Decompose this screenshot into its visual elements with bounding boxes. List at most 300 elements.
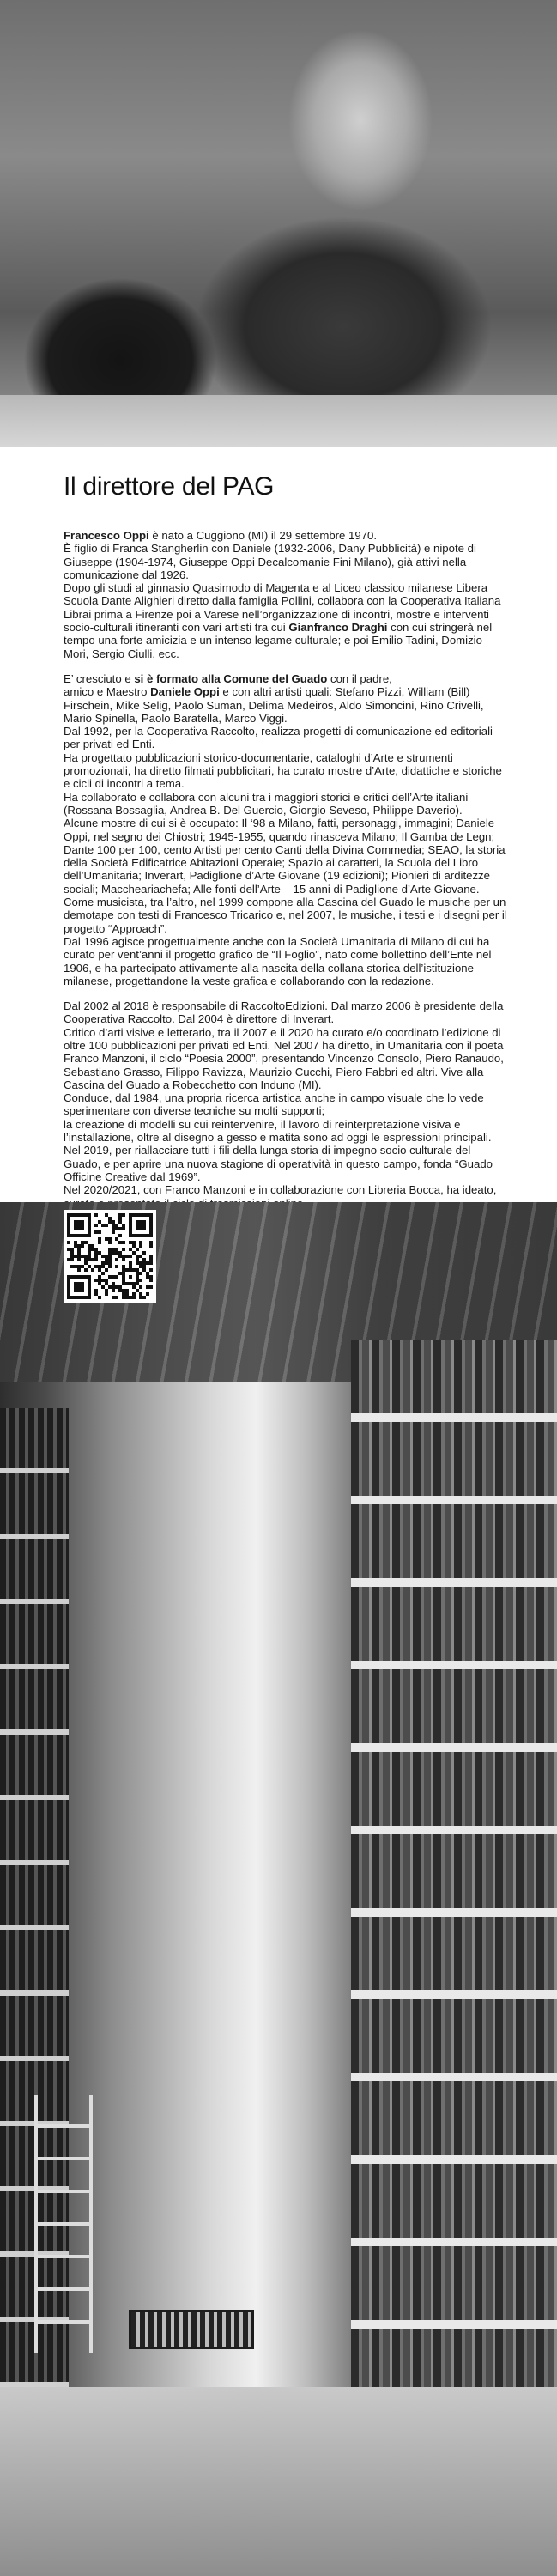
qr-module <box>67 1227 70 1230</box>
floor <box>0 2387 557 2576</box>
qr-module <box>139 1220 142 1224</box>
qr-module <box>88 1220 91 1224</box>
qr-module <box>122 1265 125 1268</box>
qr-module <box>139 1296 142 1299</box>
qr-module <box>149 1230 153 1234</box>
qr-module <box>88 1285 91 1289</box>
qr-module <box>77 1265 81 1268</box>
qr-module <box>139 1292 142 1296</box>
qr-module <box>122 1255 125 1258</box>
qr-module <box>139 1241 142 1244</box>
qr-module <box>129 1261 132 1265</box>
qr-module <box>81 1241 84 1244</box>
library-photo <box>0 1202 557 2576</box>
qr-module <box>98 1282 101 1285</box>
qr-module <box>105 1224 108 1227</box>
qr-module <box>149 1258 153 1261</box>
qr-module <box>118 1217 122 1220</box>
qr-module <box>67 1230 70 1234</box>
qr-module <box>112 1282 115 1285</box>
desk-surface <box>0 395 557 447</box>
qr-module <box>77 1227 81 1230</box>
qr-module <box>115 1296 118 1299</box>
qr-module <box>74 1296 77 1299</box>
qr-module <box>84 1213 88 1217</box>
qr-module <box>129 1268 132 1272</box>
qr-module <box>67 1213 70 1217</box>
qr-module <box>118 1285 122 1289</box>
qr-module <box>74 1275 77 1279</box>
text-run: Dal 2002 al 2018 è responsabile di RaccoltoEdizioni. Dal marzo 2006 è presidente della Cooperativa Raccolto. Dal 2004 è direttore di Inverart. Critico d’arti visive e letterario, tra il 2007 e il 2020 ha curato e/o coordinato l’edizione di oltre 100 pubblicazioni per privati ed Enti. Nel 2007 ha diretto, in Umanitaria con il poeta Franco Manzoni, il ciclo “Poesia 2000”, presentando Vincenzo Consolo, Piero Ranaudo, Sebastiano Grasso, Filippo Ravizza, Maurizio Cucchi, Piero Fabbri ed altri. Vive alla Cascina del Guado a Robecchetto con Induno (MI). Conduce, dal 1984, una propria ricerca artistica anche in campo visuale che lo vede sperimentare con diverse tecniche su molti supporti; la creazione di modelli su cui reintervenire, il lavoro di reinterpretazione visiva e l’installazione, oltre al disegno a gesso e matita sono ad oggi le espressioni principali. Nel 2019, per riallacciare tutti i fili della lunga storia di impegno socio culturale del Guado, e per aprire una nuova stagione di operatività in questo campo, fonda “Guado Officine Creative dal 1969”. Nel 2020/2021, con Franco Manzoni e in collaborazione con Libreria Bocca, ha ideato, <box>64 999 504 1197</box>
qr-module <box>105 1258 108 1261</box>
qr-module <box>132 1251 136 1255</box>
qr-module <box>139 1272 142 1275</box>
qr-module <box>77 1220 81 1224</box>
qr-module <box>132 1268 136 1272</box>
qr-module <box>122 1213 125 1217</box>
qr-module <box>67 1292 70 1296</box>
qr-module <box>136 1227 139 1230</box>
qr-module <box>67 1217 70 1220</box>
qr-module <box>70 1265 74 1268</box>
qr-module <box>129 1275 132 1279</box>
qr-module <box>98 1279 101 1282</box>
page-title: Il direttore del PAG <box>64 472 275 501</box>
qr-module <box>129 1255 132 1258</box>
qr-module <box>88 1248 91 1251</box>
qr-module <box>139 1285 142 1289</box>
qr-module <box>139 1227 142 1230</box>
qr-module <box>122 1279 125 1282</box>
qr-module <box>88 1258 91 1261</box>
qr-module <box>77 1258 81 1261</box>
qr-module <box>132 1234 136 1237</box>
qr-module <box>67 1248 70 1251</box>
qr-module <box>84 1258 88 1261</box>
qr-module <box>105 1213 108 1217</box>
qr-module <box>70 1248 74 1251</box>
qr-module <box>129 1224 132 1227</box>
qr-module <box>149 1213 153 1217</box>
qr-module <box>122 1248 125 1251</box>
qr-module <box>67 1296 70 1299</box>
qr-module <box>139 1279 142 1282</box>
qr-module <box>129 1296 132 1299</box>
qr-module <box>132 1213 136 1217</box>
qr-module <box>88 1230 91 1234</box>
qr-module <box>136 1272 139 1275</box>
qr-module <box>88 1279 91 1282</box>
qr-module <box>81 1220 84 1224</box>
qr-module <box>88 1289 91 1292</box>
qr-module <box>105 1268 108 1272</box>
qr-module <box>77 1268 81 1272</box>
qr-module <box>149 1220 153 1224</box>
qr-module <box>149 1285 153 1289</box>
qr-module <box>105 1261 108 1265</box>
qr-module <box>70 1296 74 1299</box>
qr-module <box>67 1220 70 1224</box>
qr-module <box>84 1255 88 1258</box>
qr-module <box>81 1282 84 1285</box>
qr-module <box>77 1275 81 1279</box>
bold-text: Francesco Oppi <box>64 529 149 542</box>
qr-module <box>122 1241 125 1244</box>
qr-code[interactable] <box>64 1210 156 1303</box>
qr-module <box>142 1258 146 1261</box>
qr-module <box>74 1289 77 1292</box>
qr-module <box>84 1268 88 1272</box>
qr-module <box>91 1268 94 1272</box>
qr-module <box>122 1227 125 1230</box>
qr-module <box>77 1224 81 1227</box>
qr-module <box>84 1241 88 1244</box>
qr-module <box>129 1282 132 1285</box>
qr-module <box>115 1285 118 1289</box>
qr-module <box>88 1255 91 1258</box>
qr-module <box>122 1268 125 1272</box>
qr-module <box>67 1241 70 1244</box>
qr-module <box>98 1230 101 1234</box>
qr-module <box>136 1258 139 1261</box>
qr-module <box>67 1234 70 1237</box>
qr-module <box>108 1275 112 1279</box>
qr-module <box>94 1213 98 1217</box>
qr-module <box>136 1282 139 1285</box>
qr-module <box>88 1296 91 1299</box>
qr-module <box>115 1258 118 1261</box>
qr-module <box>146 1292 149 1296</box>
qr-module <box>94 1255 98 1258</box>
qr-module <box>136 1275 139 1279</box>
qr-module <box>81 1213 84 1217</box>
qr-module <box>98 1220 101 1224</box>
paragraph-formation <box>64 672 510 987</box>
qr-module <box>70 1275 74 1279</box>
qr-module <box>91 1244 94 1248</box>
qr-module <box>94 1279 98 1282</box>
qr-module <box>142 1296 146 1299</box>
qr-module <box>98 1237 101 1241</box>
qr-module <box>84 1275 88 1279</box>
qr-module <box>88 1251 91 1255</box>
qr-module <box>81 1289 84 1292</box>
qr-module <box>112 1220 115 1224</box>
qr-module <box>67 1289 70 1292</box>
qr-module <box>77 1296 81 1299</box>
qr-module <box>94 1224 98 1227</box>
qr-module <box>142 1220 146 1224</box>
qr-module <box>88 1234 91 1237</box>
qr-module <box>70 1234 74 1237</box>
qr-module <box>67 1258 70 1261</box>
qr-module <box>129 1213 132 1217</box>
qr-module <box>112 1285 115 1289</box>
qr-module <box>74 1265 77 1268</box>
qr-module <box>139 1234 142 1237</box>
qr-module <box>98 1268 101 1272</box>
qr-module <box>136 1248 139 1251</box>
qr-module <box>88 1217 91 1220</box>
qr-module <box>81 1265 84 1268</box>
qr-module <box>108 1255 112 1258</box>
qr-module <box>136 1234 139 1237</box>
paragraph-biography-intro <box>64 529 510 660</box>
qr-module <box>91 1258 94 1261</box>
qr-module <box>88 1265 91 1268</box>
qr-module <box>129 1241 132 1244</box>
qr-module <box>132 1296 136 1299</box>
qr-module <box>74 1220 77 1224</box>
qr-module <box>132 1244 136 1248</box>
qr-module <box>77 1282 81 1285</box>
qr-module <box>98 1296 101 1299</box>
portrait-photo <box>0 0 557 447</box>
qr-module <box>118 1241 122 1244</box>
qr-module <box>98 1251 101 1255</box>
qr-module <box>125 1268 129 1272</box>
qr-module <box>77 1255 81 1258</box>
qr-module <box>81 1224 84 1227</box>
qr-module <box>81 1285 84 1289</box>
qr-module <box>77 1244 81 1248</box>
qr-module <box>101 1265 105 1268</box>
qr-module <box>149 1268 153 1272</box>
qr-module <box>105 1237 108 1241</box>
qr-module <box>125 1296 129 1299</box>
qr-module <box>81 1227 84 1230</box>
qr-module <box>77 1285 81 1289</box>
qr-module <box>108 1261 112 1265</box>
qr-module <box>142 1251 146 1255</box>
qr-module <box>132 1282 136 1285</box>
qr-module <box>84 1234 88 1237</box>
qr-module <box>74 1282 77 1285</box>
qr-module <box>129 1220 132 1224</box>
qr-module <box>142 1234 146 1237</box>
qr-module <box>67 1279 70 1282</box>
qr-module <box>142 1268 146 1272</box>
qr-module <box>91 1248 94 1251</box>
ladder <box>34 2095 93 2353</box>
qr-module <box>115 1251 118 1255</box>
qr-module <box>129 1248 132 1251</box>
qr-module <box>115 1275 118 1279</box>
qr-module <box>146 1285 149 1289</box>
qr-module <box>108 1258 112 1261</box>
qr-module <box>122 1272 125 1275</box>
qr-module <box>70 1251 74 1255</box>
qr-module <box>115 1265 118 1268</box>
qr-module <box>122 1292 125 1296</box>
qr-module <box>149 1255 153 1258</box>
qr-module <box>81 1244 84 1248</box>
qr-module <box>94 1292 98 1296</box>
qr-code-icon <box>67 1213 153 1299</box>
qr-module <box>88 1227 91 1230</box>
qr-module <box>129 1265 132 1268</box>
qr-module <box>122 1224 125 1227</box>
qr-module <box>146 1275 149 1279</box>
qr-module <box>125 1289 129 1292</box>
qr-module <box>101 1279 105 1282</box>
qr-module <box>125 1282 129 1285</box>
qr-module <box>105 1289 108 1292</box>
text-run: con il padre, amico e Maestro <box>64 671 392 699</box>
qr-module <box>94 1265 98 1268</box>
qr-module <box>149 1261 153 1265</box>
qr-module <box>112 1224 115 1227</box>
qr-module <box>149 1241 153 1244</box>
qr-module <box>112 1289 115 1292</box>
qr-module <box>105 1282 108 1285</box>
qr-module <box>149 1279 153 1282</box>
qr-module <box>136 1279 139 1282</box>
qr-module <box>136 1261 139 1265</box>
qr-module <box>142 1224 146 1227</box>
qr-module <box>142 1265 146 1268</box>
qr-module <box>112 1248 115 1251</box>
qr-module <box>84 1296 88 1299</box>
qr-module <box>112 1227 115 1230</box>
qr-module <box>129 1234 132 1237</box>
qr-module <box>136 1255 139 1258</box>
qr-module <box>105 1292 108 1296</box>
qr-module <box>74 1241 77 1244</box>
qr-module <box>139 1265 142 1268</box>
qr-module <box>94 1230 98 1234</box>
qr-module <box>118 1220 122 1224</box>
qr-module <box>77 1289 81 1292</box>
qr-module <box>129 1230 132 1234</box>
qr-module <box>115 1224 118 1227</box>
qr-module <box>81 1255 84 1258</box>
qr-module <box>77 1234 81 1237</box>
text-run: è nato a Cuggiono (MI) il 29 settembre 1970. È figlio di Franca Stangherlin con Daniele (1932-2006, Dany Pubblicità) e nipote di Giuseppe (1904-1974, Giuseppe Oppi Decalcomanie Fini Milano), già attivi nella comunicazione dal 1926. Dopo gli studi al ginnasio Quasimodo di Magenta e al Liceo classico milanese Libera Scuola Dante Alighieri diretto dalla famiglia Pollini, collabora con la Cooperativa Italiana Librai prima a Firenze poi a Varese nell’organizzazione di incontri, mostre e interventi socio-culturali itineranti con vari artisti tra cui <box>64 529 501 635</box>
qr-module <box>142 1213 146 1217</box>
qr-module <box>146 1234 149 1237</box>
qr-module <box>74 1285 77 1289</box>
qr-module <box>149 1234 153 1237</box>
qr-module <box>67 1224 70 1227</box>
qr-module <box>118 1234 122 1237</box>
text-run: e con altri artisti quali: Stefano Pizzi, William (Bill) Firschein, Mike Selig, Paolo Suman, Delima Medeiros, Aldo Simoncini, Rino Crivelli, Mario Spinella, Paolo Baratella, Marco Viggi. Dal 1992, per la Cooperativa Raccolto, realizza progetti di comunicazione ed editoriali per privati ed Enti. Ha progettato pubblicazioni storico-documentarie, cataloghi d’Arte e strumenti promozionali, ha diretto filmati pubblicitari, ha curato mostre d’Arte, didattiche e storiche e cicli di incontri a tema. Ha collaborato e collabora con alcuni tra i maggiori storici e critici dell’Arte italiani (Rossana Bossaglia, Andrea B. Del Guercio, Giorgio Seveso, Philippe Daverio). Alcune mostre di cui si è occupato: Il ‘98 a Milano, fatti, personaggi, immagini; Daniele Oppi, nel segno dei Chiostri; 1945-1955, quando rinasceva Milano; Il Gamba de Legn; Dante 100 per 100, cento Artisti per cento Canti della Divina Commedia; SEAO, la storia della Società Edificatrice Abitazioni Operaie; Spazio ai caratteri, la Scuola del Libro dell’Umanitaria; Inverart, Padiglione d’Arte Giovane (19 edizioni); Pionieri di arditezze sociali; Maccheariachefa; Alle fonti dell’Arte – 15 anni di Padiglione d’Arte Giovane. Come musicista, tra l’altro, nel 1999 compone alla Cascina del Guado le musiche per un demotape con testi di Francesco Tricarico e, nel 2007, le musiche, i testi e i disegni per il progetto “Approach”. Dal 1996 agisce progettualmente anche con la Società Umanitaria di Milano di cui ha curato per vent’anni il progetto grafico de “Il Foglio”, nato come bollettino dell’Ente nel 1906, e ha partecipato attivamente alla nascita della collana storica dell’istituzione milanese, progettandone la veste grafica e collaborando con la redazione. <box>64 685 507 987</box>
qr-module <box>122 1282 125 1285</box>
qr-module <box>98 1275 101 1279</box>
qr-module <box>74 1224 77 1227</box>
qr-module <box>101 1255 105 1258</box>
qr-module <box>67 1275 70 1279</box>
qr-module <box>149 1244 153 1248</box>
qr-module <box>74 1234 77 1237</box>
article-section <box>0 447 557 1202</box>
qr-module <box>136 1224 139 1227</box>
qr-module <box>101 1272 105 1275</box>
qr-module <box>136 1268 139 1272</box>
qr-module <box>74 1227 77 1230</box>
qr-module <box>108 1241 112 1244</box>
bench <box>129 2310 254 2349</box>
qr-module <box>88 1244 91 1248</box>
qr-module <box>139 1244 142 1248</box>
qr-module <box>118 1227 122 1230</box>
qr-module <box>132 1292 136 1296</box>
qr-module <box>94 1251 98 1255</box>
qr-module <box>74 1213 77 1217</box>
qr-module <box>101 1261 105 1265</box>
qr-module <box>94 1258 98 1261</box>
qr-module <box>98 1241 101 1244</box>
bold-text: si è formato alla Comune del Guado <box>134 671 328 685</box>
qr-module <box>88 1292 91 1296</box>
qr-module <box>136 1289 139 1292</box>
qr-module <box>139 1224 142 1227</box>
qr-module <box>125 1255 129 1258</box>
qr-module <box>74 1255 77 1258</box>
qr-module <box>112 1251 115 1255</box>
qr-module <box>149 1275 153 1279</box>
qr-module <box>108 1248 112 1251</box>
qr-module <box>70 1213 74 1217</box>
qr-module <box>118 1272 122 1275</box>
qr-module <box>122 1275 125 1279</box>
qr-module <box>139 1261 142 1265</box>
text-run: con cui stringerà nel tempo una forte amicizia e un intenso legame culturale; e poi Emilio Tadini, Domizio Mori, Sergio Ciulli, ecc. <box>64 621 493 660</box>
qr-module <box>108 1237 112 1241</box>
qr-module <box>136 1213 139 1217</box>
qr-module <box>88 1282 91 1285</box>
qr-module <box>125 1292 129 1296</box>
qr-module <box>67 1282 70 1285</box>
qr-module <box>74 1244 77 1248</box>
bold-text: Daniele Oppi <box>150 685 220 699</box>
qr-module <box>88 1275 91 1279</box>
qr-module <box>101 1285 105 1289</box>
qr-module <box>142 1261 146 1265</box>
qr-module <box>88 1213 91 1217</box>
qr-module <box>149 1224 153 1227</box>
qr-module <box>122 1289 125 1292</box>
qr-module <box>115 1237 118 1241</box>
qr-module <box>149 1217 153 1220</box>
qr-module <box>101 1224 105 1227</box>
qr-module <box>112 1275 115 1279</box>
qr-module <box>105 1279 108 1282</box>
qr-module <box>142 1227 146 1230</box>
qr-module <box>118 1251 122 1255</box>
bold-text: Gianfranco Draghi <box>288 621 388 635</box>
qr-module <box>118 1255 122 1258</box>
qr-module <box>81 1275 84 1279</box>
qr-module <box>108 1220 112 1224</box>
qr-module <box>105 1255 108 1258</box>
qr-module <box>139 1255 142 1258</box>
qr-module <box>112 1230 115 1234</box>
qr-module <box>122 1258 125 1261</box>
qr-module <box>108 1265 112 1268</box>
qr-module <box>118 1213 122 1217</box>
qr-module <box>108 1217 112 1220</box>
qr-module <box>132 1241 136 1244</box>
qr-module <box>139 1213 142 1217</box>
qr-module <box>129 1217 132 1220</box>
qr-module <box>132 1285 136 1289</box>
qr-module <box>98 1265 101 1268</box>
qr-module <box>67 1285 70 1289</box>
qr-module <box>129 1227 132 1230</box>
qr-module <box>77 1213 81 1217</box>
qr-module <box>77 1248 81 1251</box>
